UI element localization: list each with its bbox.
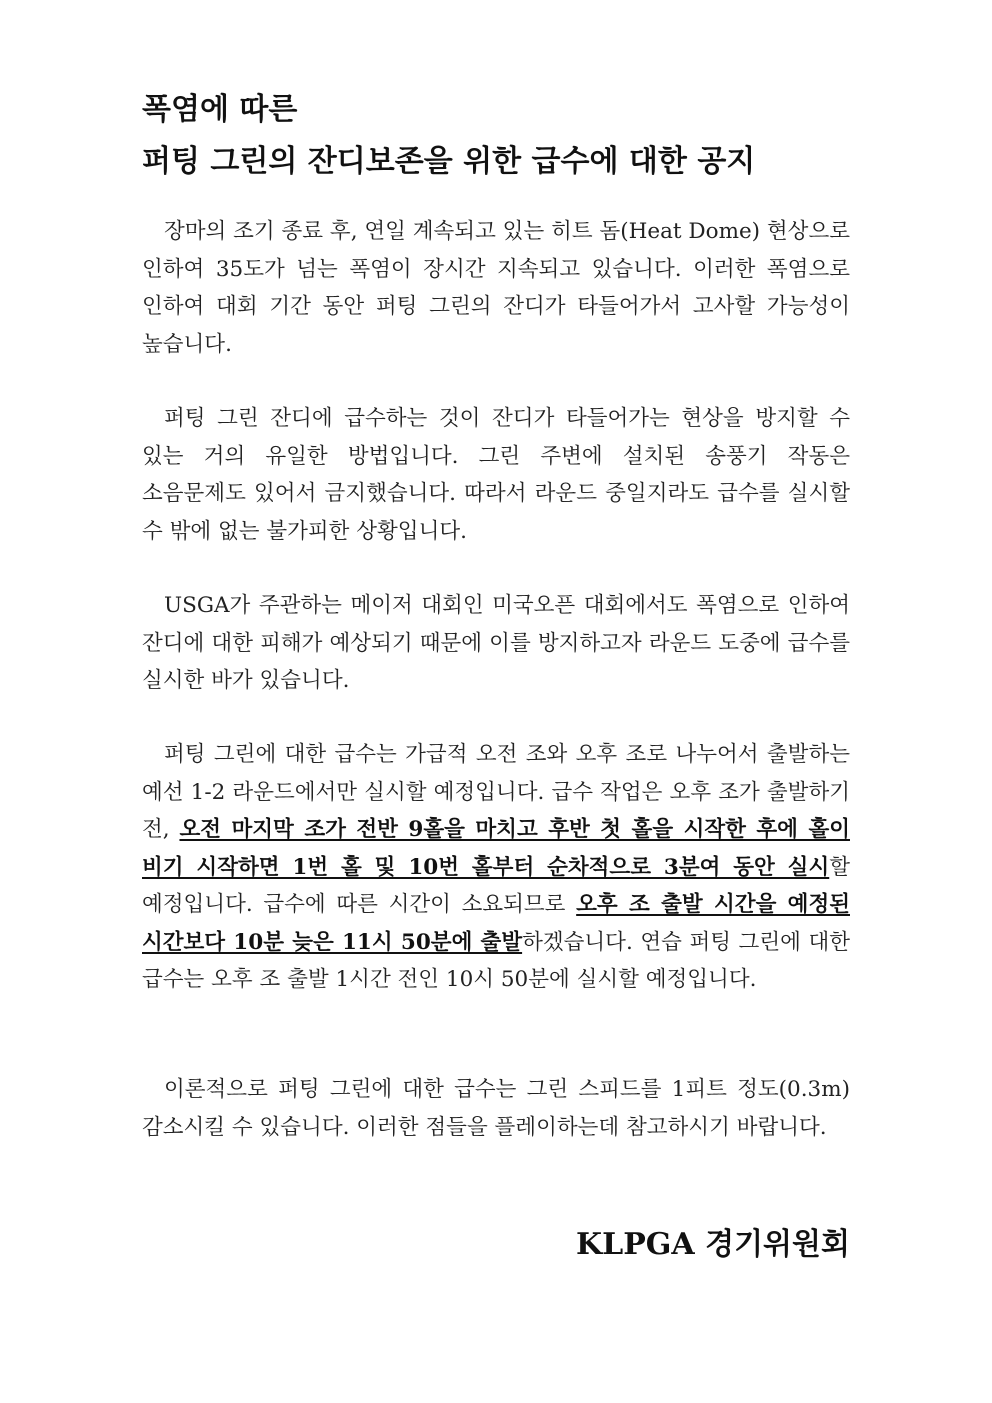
schedule-text-part-2: 할 예정입니다. 급수에 따른 시간이 소요되므로 [142, 854, 850, 917]
notice-title-line-1: 폭염에 따른 [142, 92, 298, 127]
schedule-emphasis-tee-time-delay: 오후 조 출발 시간을 예정된 시간보다 10분 늦은 11시 50분에 출발 [142, 892, 850, 955]
schedule-text-part-3: 하겠습니다. 연습 퍼팅 그린에 대한 급수는 오후 조 출발 1시간 전인 10시 50분에 실시할 예정입니다. [142, 929, 850, 992]
paragraph-watering-schedule [142, 736, 850, 999]
paragraph-green-speed: 이론적으로 퍼팅 그린에 대한 급수는 그린 스피드를 1피트 정도(0.3m) 감소시킬 수 있습니다. 이러한 점들을 플레이하는데 참고하시기 바랍니다. [142, 1077, 850, 1140]
schedule-text-part-1: 퍼팅 그린에 대한 급수는 가급적 오전 조와 오후 조로 나누어서 출발하는 예선 1-2 라운드에서만 실시할 예정입니다. 급수 작업은 오후 조가 출발하기 전, [142, 742, 850, 842]
schedule-emphasis-watering-timing: 오전 마지막 조가 전반 9홀을 마치고 후반 첫 홀을 시작한 후에 홀이 비기 시작하면 1번 홀 및 10번 홀부터 순차적으로 3분여 동안 실시 [142, 817, 850, 880]
paragraph-watering-method: 퍼팅 그린 잔디에 급수하는 것이 잔디가 타들어가는 현상을 방지할 수 있는 거의 유일한 방법입니다. 그린 주변에 설치된 송풍기 작동은 소음문제도 있어서 금지했습니다. 따라서 라운드 중일지라도 급수를 실시할 수 밖에 없는 불가피한 상황입니다. [142, 406, 850, 544]
paragraph-heat-dome: 장마의 조기 종료 후, 연일 계속되고 있는 히트 돔(Heat Dome) 현상으로 인하여 35도가 넘는 폭염이 장시간 지속되고 있습니다. 이러한 폭염으로 인하여 대회 기간 동안 퍼팅 그린의 잔디가 타들어가서 고사할 가능성이 높습니다. [142, 219, 850, 357]
paragraph-usga-precedent: USGA가 주관하는 메이저 대회인 미국오픈 대회에서도 폭염으로 인하여 잔디에 대한 피해가 예상되기 때문에 이를 방지하고자 라운드 도중에 급수를 실시한 바가 있습니다. [142, 593, 850, 693]
notice-title-line-2: 퍼팅 그린의 잔디보존을 위한 급수에 대한 공지 [142, 144, 756, 179]
signature-committee: KLPGA 경기위원회 [576, 1227, 850, 1262]
